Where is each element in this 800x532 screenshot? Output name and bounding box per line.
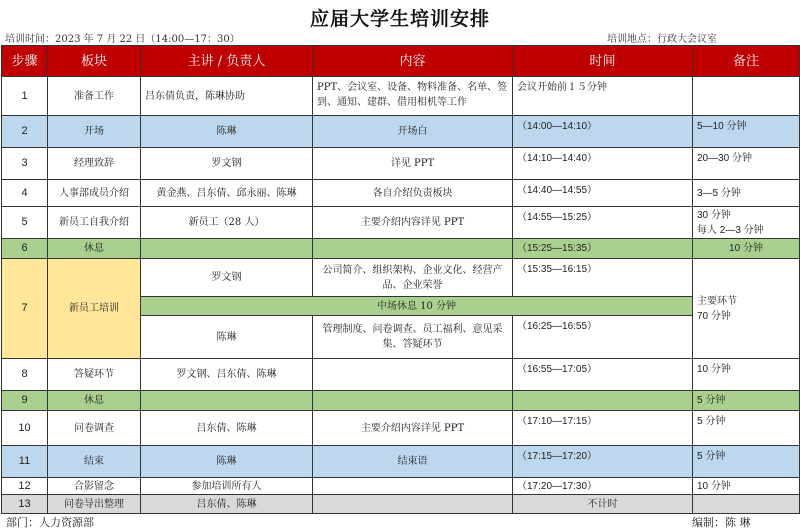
note-cell xyxy=(693,207,800,239)
note-line: 30 分钟 xyxy=(697,209,731,221)
header-content: 内容 xyxy=(313,46,513,77)
content-cell: 结束语 xyxy=(313,446,513,478)
header-lead: 主讲 / 负责人 xyxy=(141,46,313,77)
lead-cell xyxy=(141,391,313,411)
table-row xyxy=(2,478,800,495)
header-note: 备注 xyxy=(693,46,800,77)
time-cell: （16:25—16:55） xyxy=(513,316,693,359)
note-cell: 5 分钟 xyxy=(693,446,800,478)
content-cell: 开场白 xyxy=(313,116,513,148)
table-row xyxy=(2,411,800,446)
table-row xyxy=(2,391,800,411)
content-cell: 公司简介、组织架构、企业文化、经营产品、企业荣誉 xyxy=(313,259,513,297)
section-cell: 人事部成员介绍 xyxy=(48,180,141,207)
section-cell: 休息 xyxy=(48,239,141,259)
table-header-row xyxy=(2,46,800,77)
table-row xyxy=(2,446,800,478)
content-cell xyxy=(313,359,513,391)
section-cell: 问卷调查 xyxy=(48,411,141,446)
note-cell: 5 分钟 xyxy=(693,391,800,411)
step-cell: 11 xyxy=(2,446,48,478)
step-cell: 1 xyxy=(2,77,48,116)
time-cell: （16:55—17:05） xyxy=(513,359,693,391)
step-cell: 4 xyxy=(2,180,48,207)
compiled-by-label: 编制：陈 琳 xyxy=(692,516,751,529)
time-cell xyxy=(513,391,693,411)
section-cell: 新员工培训 xyxy=(48,259,141,359)
training-time: 培训时间：2023 年 7 月 22 日（14:00—17：30） xyxy=(5,34,240,45)
lead-cell: 罗文钢 xyxy=(141,148,313,180)
step-cell: 5 xyxy=(2,207,48,239)
step-cell: 7 xyxy=(2,259,48,359)
lead-cell: 吕东倩负责，陈琳协助 xyxy=(141,77,313,116)
step-cell: 3 xyxy=(2,148,48,180)
lead-cell: 参加培训所有人 xyxy=(141,478,313,495)
section-cell: 经理致辞 xyxy=(48,148,141,180)
section-cell: 合影留念 xyxy=(48,478,141,495)
lead-cell: 吕东倩、陈琳 xyxy=(141,495,313,514)
lead-cell: 陈琳 xyxy=(141,116,313,148)
content-cell: PPT、会议室、设备、物料准备、名单、签到、通知、建群、借用相机等工作 xyxy=(313,77,513,116)
step-cell: 13 xyxy=(2,495,48,514)
step-cell: 9 xyxy=(2,391,48,411)
time-cell: 不计时 xyxy=(513,495,693,514)
section-cell: 答疑环节 xyxy=(48,359,141,391)
lead-cell: 陈琳 xyxy=(141,446,313,478)
step-cell: 8 xyxy=(2,359,48,391)
time-cell: （14:40—14:55） xyxy=(513,180,693,207)
note-cell xyxy=(693,77,800,116)
header-step: 步骤 xyxy=(2,46,48,77)
section-cell: 开场 xyxy=(48,116,141,148)
note-cell: 5—10 分钟 xyxy=(693,116,800,148)
table-row xyxy=(2,495,800,514)
lead-cell: 黄金燕、吕东倩、邱永丽、陈琳 xyxy=(141,180,313,207)
document-title: 应届大学生培训安排 xyxy=(309,8,490,30)
lead-cell: 罗文钢 xyxy=(141,259,313,297)
step-cell: 12 xyxy=(2,478,48,495)
schedule-table xyxy=(1,45,800,514)
content-cell xyxy=(313,391,513,411)
lead-cell xyxy=(141,239,313,259)
section-cell: 休息 xyxy=(48,391,141,411)
content-cell: 主要介绍内容详见 PPT xyxy=(313,207,513,239)
note-line: 每人 2—3 分钟 xyxy=(697,224,764,236)
time-cell: （17:10—17:15） xyxy=(513,411,693,446)
header-section: 板块 xyxy=(48,46,141,77)
step-cell: 10 xyxy=(2,411,48,446)
table-row xyxy=(2,180,800,207)
table-row xyxy=(2,359,800,391)
step-cell: 2 xyxy=(2,116,48,148)
time-cell: （14:10—14:40） xyxy=(513,148,693,180)
lead-cell: 陈琳 xyxy=(141,316,313,359)
note-cell xyxy=(693,495,800,514)
time-cell: （14:00—14:10） xyxy=(513,116,693,148)
table-row xyxy=(2,148,800,180)
note-cell xyxy=(693,259,800,359)
note-line: 70 分钟 xyxy=(697,310,731,322)
content-cell xyxy=(313,478,513,495)
table-row xyxy=(2,116,800,148)
content-cell xyxy=(313,495,513,514)
table-row xyxy=(2,207,800,239)
table-row xyxy=(2,239,800,259)
section-cell: 新员工自我介绍 xyxy=(48,207,141,239)
time-cell: （15:25—15:35） xyxy=(513,239,693,259)
note-cell: 3—5 分钟 xyxy=(693,180,800,207)
time-cell: （14:55—15:25） xyxy=(513,207,693,239)
department-label: 部门：人力资源部 xyxy=(6,516,94,529)
note-cell: 5 分钟 xyxy=(693,411,800,446)
note-cell: 20—30 分钟 xyxy=(693,148,800,180)
table-row xyxy=(2,77,800,116)
content-cell xyxy=(313,239,513,259)
midway-break-cell: 中场休息 10 分钟 xyxy=(141,297,693,316)
note-cell: 10 分钟 xyxy=(693,239,800,259)
lead-cell: 吕东倩、陈琳 xyxy=(141,411,313,446)
note-cell: 10 分钟 xyxy=(693,359,800,391)
time-cell: 会议开始前１５分钟 xyxy=(513,77,693,116)
content-cell: 管理制度、问卷调查、员工福利、意见采集、答疑环节 xyxy=(313,316,513,359)
note-cell: 10 分钟 xyxy=(693,478,800,495)
header-time: 时间 xyxy=(513,46,693,77)
content-cell: 各自介绍负责板块 xyxy=(313,180,513,207)
time-cell: （17:15—17:20） xyxy=(513,446,693,478)
time-cell: （17:20—17:30） xyxy=(513,478,693,495)
content-cell: 详见 PPT xyxy=(313,148,513,180)
table-row xyxy=(2,259,800,297)
time-cell: （15:35—16:15） xyxy=(513,259,693,297)
section-cell: 结束 xyxy=(48,446,141,478)
step-cell: 6 xyxy=(2,239,48,259)
content-cell: 主要介绍内容详见 PPT xyxy=(313,411,513,446)
lead-cell: 罗文钢、吕东倩、陈琳 xyxy=(141,359,313,391)
training-location: 培训地点：行政大会议室 xyxy=(607,34,717,45)
section-cell: 准备工作 xyxy=(48,77,141,116)
note-line: 主要环节 xyxy=(697,295,737,307)
lead-cell: 新员工（28 人） xyxy=(141,207,313,239)
section-cell: 问卷导出整理 xyxy=(48,495,141,514)
